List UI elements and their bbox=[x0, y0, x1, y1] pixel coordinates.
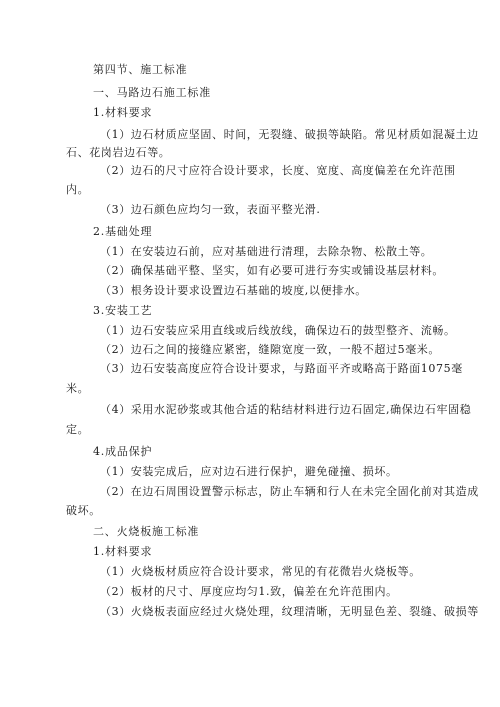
part1-s1-p3: （3）边石颜色应均匀一致，表面平整光滑. bbox=[100, 203, 321, 216]
part2-title: 二、火烧板施工标准 bbox=[93, 525, 200, 538]
part1-s1-p1-line2: 石、花岗岩边石等。 bbox=[66, 146, 171, 159]
part1-s3-p1: （1）边石安装应采用直线或后线放线，确保边石的鼓型整齐、流畅。 bbox=[100, 324, 456, 337]
part1-s4-p2-line2: 破坏。 bbox=[66, 504, 101, 517]
part1-s4-p2-line1: （2）在边石周围设置警示标志，防止车辆和行人在未完全固化前对其造成 bbox=[100, 485, 479, 498]
part1-s2-title: 2.基础处理 bbox=[93, 225, 153, 238]
part1-s1-p2-line1: （2）边石的尺寸应符合设计要求，长度、宽度、高度偏差在允许范围 bbox=[100, 164, 456, 177]
part1-s1-title: 1.材料要求 bbox=[93, 106, 153, 119]
part1-s2-p3: （3）根务设计要求设置边石基础的坡度,以便排水。 bbox=[100, 284, 367, 297]
part1-s3-title: 3.安装工艺 bbox=[93, 304, 153, 317]
part1-s3-p2: （2）边石之间的接缝应紧密，缝隙宽度一致，一般不超过5毫米。 bbox=[100, 343, 440, 356]
part1-s1-p1-line1: （1）边石材质应坚固、时间，无裂缝、破损等缺陷。常见材质如混凝土边 bbox=[100, 128, 479, 141]
part1-s2-p2: （2）确保基础平整、坚实，如有必要可进行夯实或铺设基层材料。 bbox=[100, 264, 444, 277]
part2-s1-p1: （1）火烧板材质应符合设计要求，常见的有花微岩火烧板等。 bbox=[100, 565, 421, 578]
part1-s3-p4-line2: 定。 bbox=[66, 423, 90, 436]
part1-s1-p2-line2: 内。 bbox=[66, 183, 90, 196]
part1-s4-p1: （1）安装完成后，应对边石进行保护，避免碰撞、损坏。 bbox=[100, 465, 398, 478]
part1-s3-p4-line1: （4）采用水泥砂浆或其他合适的粘结材料进行边石固定,确保边石牢固稳 bbox=[100, 403, 472, 416]
part2-s1-p2: （2）板材的尺寸、厚度应均匀1.致，偏差在允许范围内。 bbox=[100, 585, 398, 598]
part1-s4-title: 4.成品保护 bbox=[93, 445, 153, 458]
part1-s3-p3-line2: 米。 bbox=[66, 382, 90, 395]
section-title: 第四节、施工标准 bbox=[93, 63, 188, 76]
part1-s3-p3-line1: （3）边石安装高度应符合设计要求，与路面平齐或略高于路面1075毫 bbox=[100, 362, 463, 375]
part1-s2-p1: （1）在安装边石前，应对基础进行清理，去除杂物、松散土等。 bbox=[100, 245, 433, 258]
part2-s1-title: 1.材料要求 bbox=[93, 545, 153, 558]
part1-title: 一、马路边石施工标准 bbox=[93, 86, 211, 99]
part2-s1-p3: （3）火烧板表面应经过火烧处理，纹理清晰，无明显色差、裂缝、破损等 bbox=[100, 605, 479, 618]
